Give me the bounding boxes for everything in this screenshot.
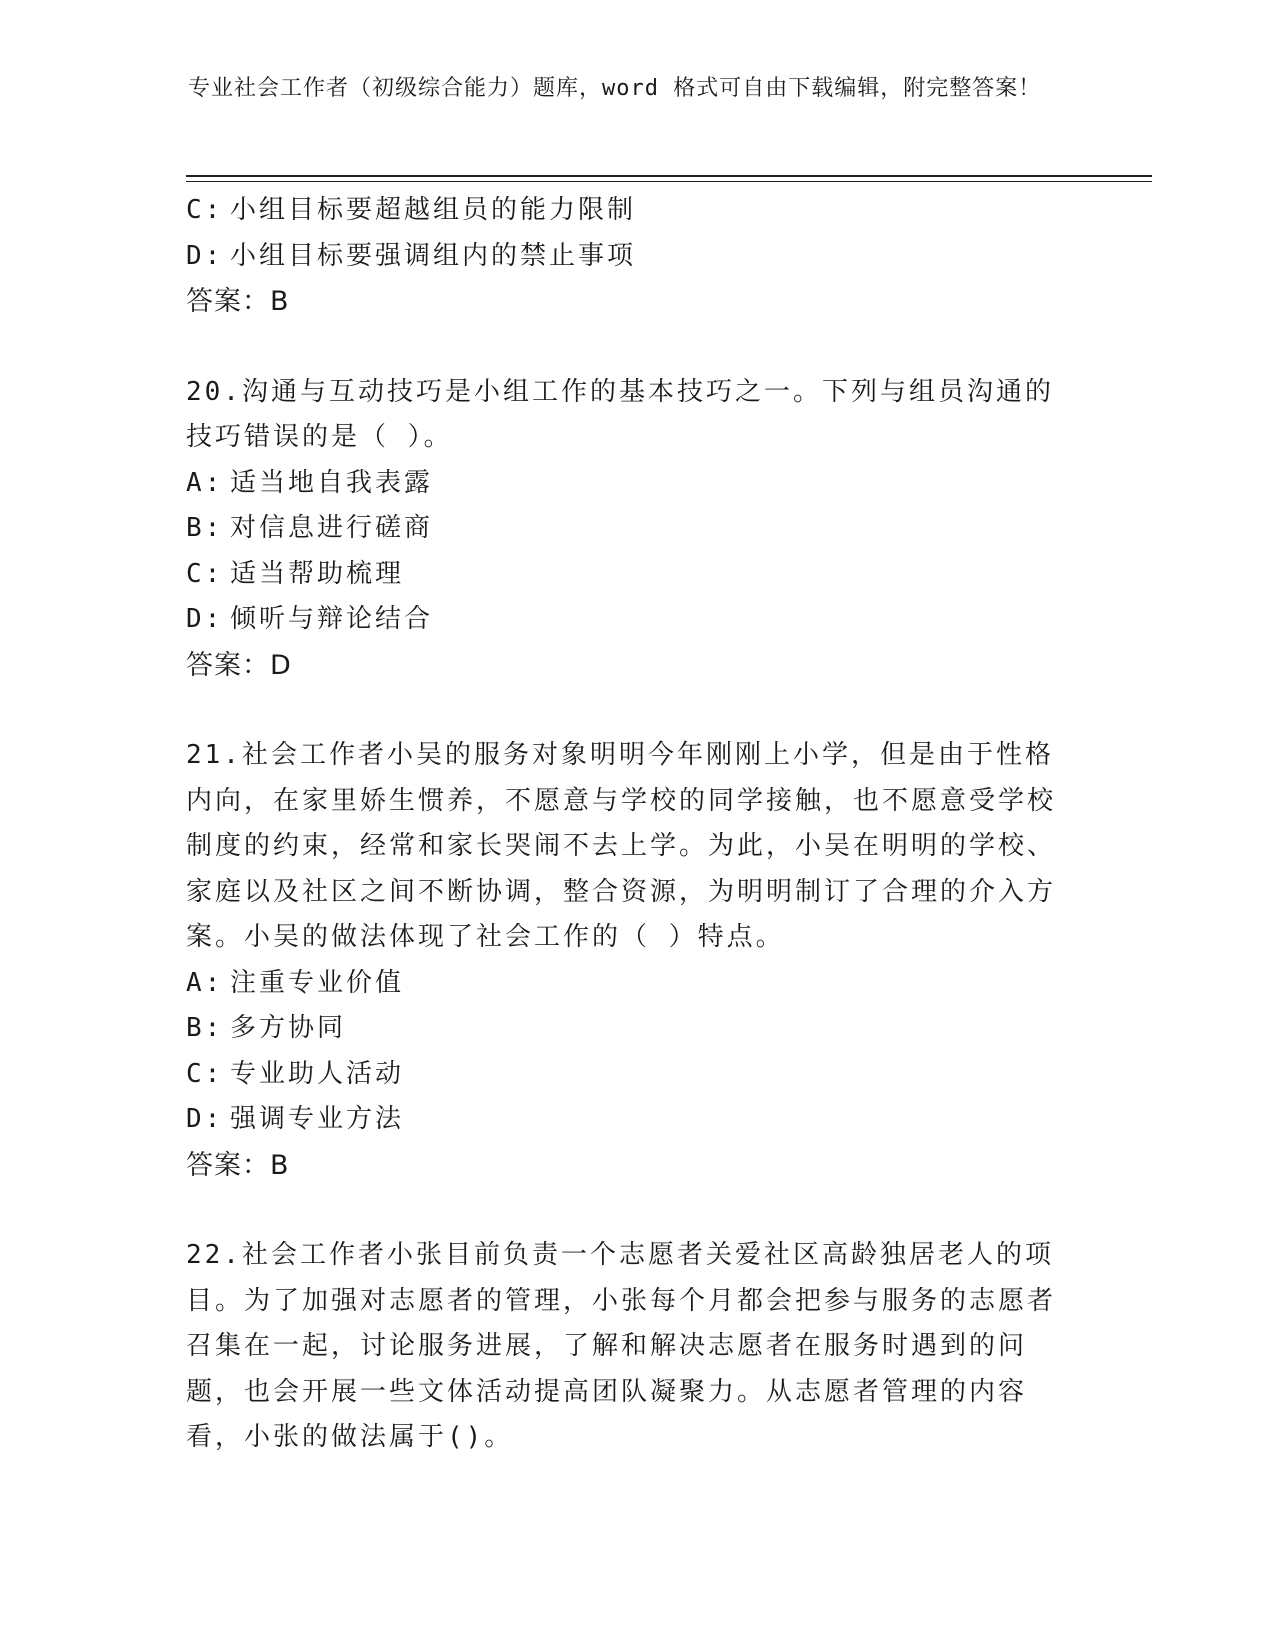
question-stem: 21.社会工作者小吴的服务对象明明今年刚刚上小学，但是由于性格内向，在家里娇生惯养，不愿意与学校的同学接触，也不愿意受学校制度的约束，经常和家长哭闹不去上学。为此，小吴在明明的学校、家庭以及社区之间不断协调，整合资源，为明明制订了合理的介入方案。小吴的做法体现了社会工作的（ ）特点。 [186, 740, 1057, 952]
spacer [186, 325, 1066, 370]
question-content [186, 188, 1066, 1461]
header-rule-thin [186, 181, 1152, 182]
option-a [186, 461, 1066, 507]
option-letter: D: [186, 1104, 224, 1134]
option-letter: B: [186, 513, 224, 543]
question-block-22 [186, 1233, 1066, 1461]
option-text: 强调专业方法 [230, 1104, 405, 1134]
option-b [186, 506, 1066, 552]
option-a [186, 961, 1066, 1007]
option-d [186, 234, 1066, 280]
page-header: 专业社会工作者（初级综合能力）题库，word 格式可自由下载编辑，附完整答案！ [188, 76, 1042, 101]
option-text: 适当帮助梳理 [230, 558, 405, 589]
spacer [186, 688, 1066, 733]
option-letter: D: [186, 604, 224, 634]
option-text: 小组目标要强调组内的禁止事项 [230, 240, 637, 271]
option-c [186, 552, 1066, 598]
spacer [186, 1188, 1066, 1233]
option-letter: B: [186, 1013, 224, 1043]
question-stem: 22.社会工作者小张目前负责一个志愿者关爱社区高龄独居老人的项目。为了加强对志愿者的管理，小张每个月都会把参与服务的志愿者召集在一起，讨论服务进展，了解和解决志愿者在服务时遇到的问题，也会开展一些文体活动提高团队凝聚力。从志愿者管理的内容看，小张的做法属于()。 [186, 1240, 1057, 1452]
option-b [186, 1006, 1066, 1052]
option-letter: A: [186, 467, 224, 498]
question-block-21 [186, 733, 1066, 1188]
option-text: 倾听与辩论结合 [230, 604, 434, 634]
question-block-20 [186, 370, 1066, 689]
answer-line: 答案：B [186, 286, 290, 317]
option-letter: C: [186, 558, 224, 589]
option-d [186, 1097, 1066, 1143]
option-letter: C: [186, 195, 224, 225]
header-rule-thick [186, 175, 1152, 177]
option-letter: A: [186, 967, 224, 998]
question-stem: 20.沟通与互动技巧是小组工作的基本技巧之一。下列与组员沟通的技巧错误的是（ ）。 [186, 376, 1054, 452]
question-block-19-continued [186, 188, 1066, 325]
option-text: 小组目标要超越组员的能力限制 [230, 195, 637, 225]
answer-line: 答案：B [186, 1149, 290, 1181]
option-text: 专业助人活动 [230, 1058, 405, 1089]
option-text: 对信息进行磋商 [230, 513, 434, 543]
option-d [186, 597, 1066, 643]
option-letter: D: [186, 240, 224, 271]
option-c [186, 1052, 1066, 1098]
option-text: 多方协同 [230, 1013, 347, 1043]
answer-line: 答案：D [186, 649, 292, 681]
option-text: 注重专业价值 [230, 967, 405, 998]
option-c [186, 188, 1066, 234]
option-text: 适当地自我表露 [230, 467, 434, 498]
option-letter: C: [186, 1058, 224, 1089]
